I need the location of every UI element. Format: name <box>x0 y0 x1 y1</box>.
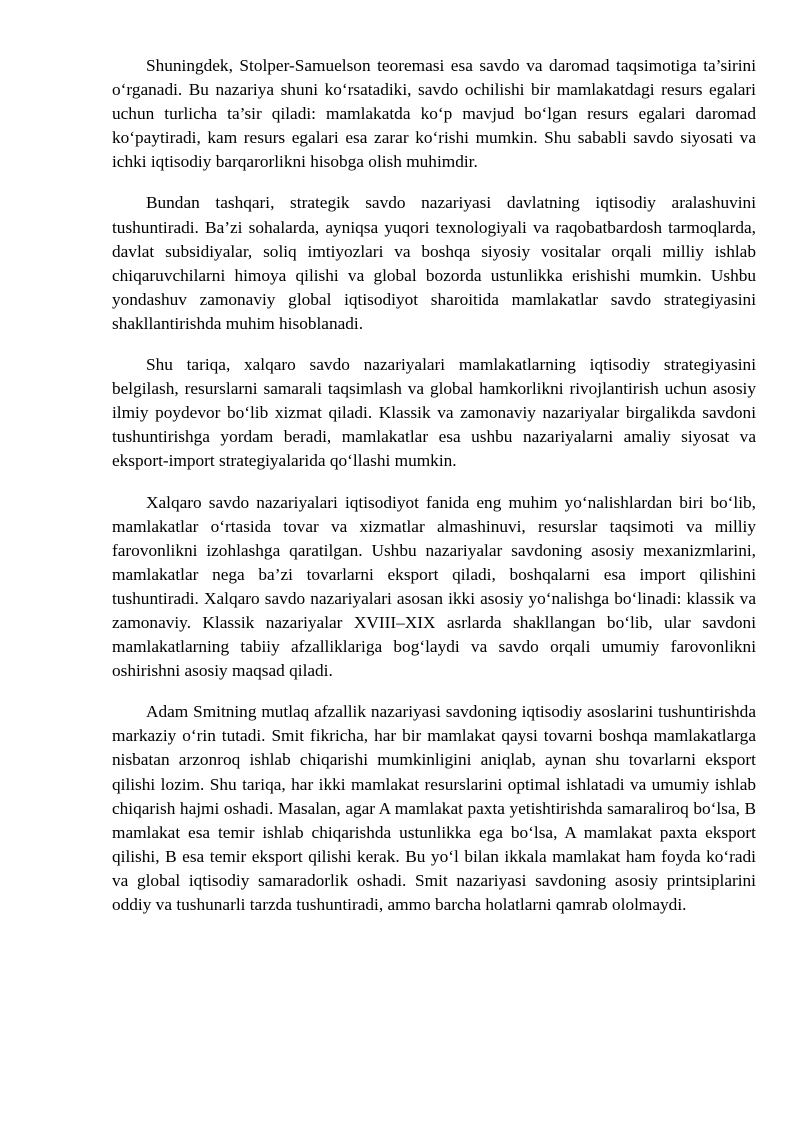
document-page <box>112 54 756 934</box>
paragraph-trade-theories: Xalqaro savdo nazariyalari iqtisodiyot fanida eng muhim yo‘nalishlardan biri bo‘lib, mamlakatlar o‘rtasida tovar va xizmatlar almashinuvi, resurslar taqsimoti va milliy farovonlikni izohlashga qaratilgan. Ushbu nazariyalar savdoning asosiy mexanizmlarini, mamlakatlar nega ba’zi tovarlarni eksport qiladi, boshqalarni esa import qilishini tushuntiradi. Xalqaro savdo nazariyalari asosan ikki asosiy yo‘nalishga bo‘linadi: klassik va zamonaviy. Klassik nazariyalar XVIII–XIX asrlarda shakllangan bo‘lib, ular savdoni mamlakatlarning tabiiy afzalliklariga bog‘laydi va savdo orqali umumiy farovonlikni oshirishni asosiy maqsad qiladi. <box>112 492 756 681</box>
paragraph-summary: Shu tariqa, xalqaro savdo nazariyalari mamlakatlarning iqtisodiy strategiyasini belgilash, resurslarni samarali taqsimlash va global hamkorlikni rivojlantirish uchun asosiy ilmiy poydevor bo‘lib xizmat qiladi. Klassik va zamonaviy nazariyalar birgalikda savdoni tushuntirishga yordam beradi, mamlakatlar esa ushbu nazariyalarni amaliy siyosat va eksport-import strategiyalarida qo‘llashi mumkin. <box>112 355 756 471</box>
paragraph-stolper-samuelson: Shuningdek, Stolper-Samuelson teoremasi esa savdo va daromad taqsimotiga ta’sirini o‘rganadi. Bu nazariya shuni ko‘rsatadiki, savdo ochilishi bir mamlakatdagi resurs egalari uchun turlicha ta’sir qiladi: mamlakatda ko‘p mavjud bo‘lgan resurs egalari daromad ko‘paytiradi, kam resurs egalari esa zarar ko‘rishi mumkin. Shu sababli savdo siyosati va ichki iqtisodiy barqarorlikni hisobga olish muhimdir. <box>112 56 756 172</box>
paragraph-absolute-advantage: Adam Smitning mutlaq afzallik nazariyasi savdoning iqtisodiy asoslarini tushuntirishda markaziy o‘rin tutadi. Smit fikricha, har bir mamlakat qaysi tovarni boshqa mamlakatlarga nisbatan arzonroq ishlab chiqarishi mumkinligini aniqlab, aynan shu tovarlarni eksport qilishi lozim. Shu tariqa, har ikki mamlakat resurslarini optimal ishlatadi va umumiy ishlab chiqarish hajmi oshadi. Masalan, agar A mamlakat paxta yetishtirishda samaraliroq bo‘lsa, B mamlakat esa temir ishlab chiqarishda ustunlikka ega bo‘lsa, A mamlakat paxta eksport qilishi, B esa temir eksport qilishi kerak. Bu yo‘l bilan ikkala mamlakat ham foyda ko‘radi va global iqtisodiy samaradorlik oshadi. Smit nazariyasi savdoning asosiy printsiplarini oddiy va tushunarli tarzda tushuntiradi, ammo barcha holatlarni qamrab ololmaydi. <box>112 702 756 914</box>
paragraph-strategic-trade: Bundan tashqari, strategik savdo nazariyasi davlatning iqtisodiy aralashuvini tushuntiradi. Ba’zi sohalarda, ayniqsa yuqori texnologiyali va raqobatbardosh tarmoqlarda, davlat subsidiyalar, soliq imtiyozlari va boshqa siyosiy vositalar orqali milliy ishlab chiqaruvchilarni himoya qilishi va global bozorda ustunlikka erishishi mumkin. Ushbu yondashuv zamonaviy global iqtisodiyot sharoitida mamlakatlar savdo strategiyasini shakllantirishda muhim hisoblanadi. <box>112 193 756 333</box>
